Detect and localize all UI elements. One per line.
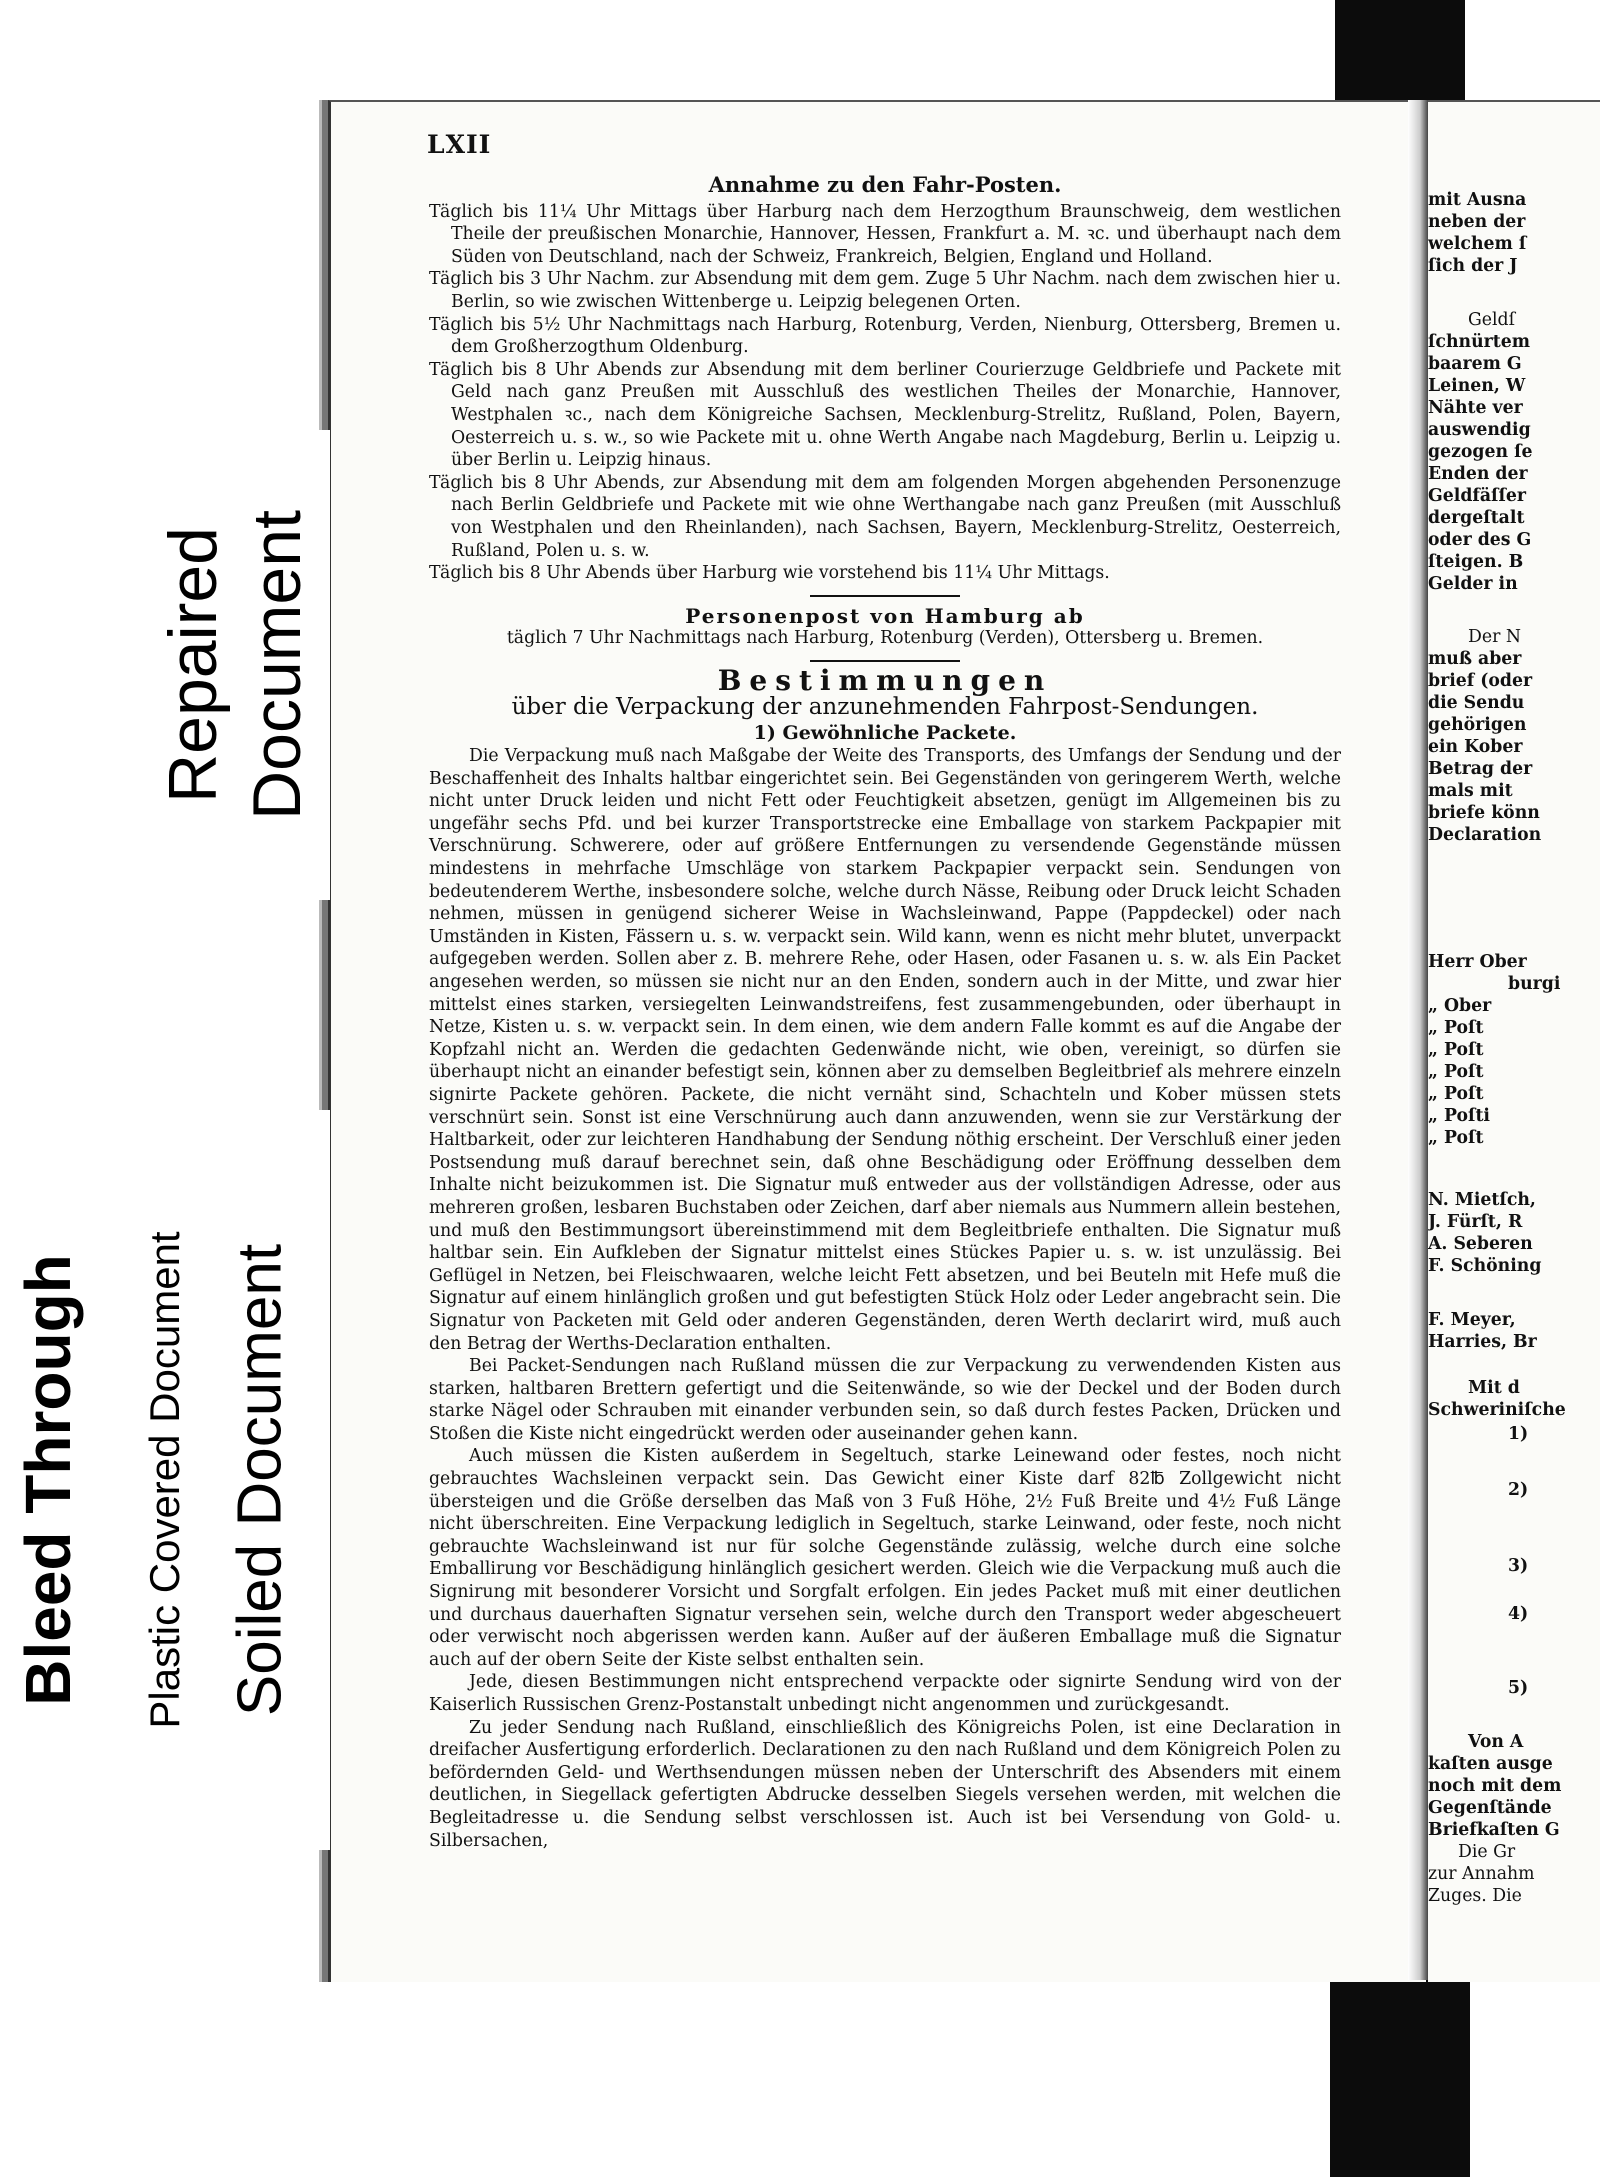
right-page-line: Nähte ver (1428, 398, 1523, 418)
personenpost-text: täglich 7 Uhr Nachmittags nach Harburg, Rotenburg (Verden), Ottersberg u. Bremen. (506, 628, 1264, 649)
right-page-line: neben der (1428, 212, 1526, 232)
book-gutter (1408, 100, 1428, 1980)
label-condition-group (0, 1110, 330, 1850)
right-page-line: 3) (1508, 1556, 1529, 1576)
right-page-line: Gegenſtände (1428, 1798, 1552, 1818)
right-page-line: ſich der J (1428, 256, 1518, 276)
fahrposten-list (429, 201, 1341, 585)
fahrposten-entry: Täglich bis 8 Uhr Abends, zur Absendung mit dem am folgenden Morgen abgehenden Personenzuge nach Berlin Geldbriefe und Packete mit wie ohne Werthangabe nach ganz Preußen (mit Ausschluß von Westphalen und den Rheinlanden), nach Sachsen, Bayern, Mecklenburg-Strelitz, Oesterreich, Rußland, Polen u. s. w. (429, 472, 1341, 561)
right-page-line: 1) (1508, 1424, 1529, 1444)
page-text-column (429, 174, 1341, 1852)
right-page-line: mals mit (1428, 781, 1513, 801)
right-page-line: gezogen ſe (1428, 442, 1533, 462)
right-page-line: Briefkaſten G (1428, 1820, 1560, 1840)
body-paragraph: Bei Packet-Sendungen nach Rußland müssen die zur Verpackung zu verwendenden Kisten aus starken, haltbaren Brettern gefertigt und die Seitenwände, so wie der Deckel und der Boden durch starke Nägel oder Schrauben mit einander verbunden sein, so daß durch festes Packen, Drücken und Stoßen die Kiste nicht eingedrückt werden oder auseinander gehen kann. (429, 1356, 1341, 1444)
section-heading: 1) Gewöhnliche Packete. (753, 722, 1017, 745)
right-page-line: Harries, Br (1428, 1332, 1537, 1352)
body-paragraph: Auch müssen die Kisten außerdem in Segeltuch, starke Leinewand oder festes, noch nicht gebrauchtes Wachsleinen verpackt sein. Das Gewicht einer Kiste darf 82℔ Zollgewicht nicht übersteigen und die Größe derselben das Maß von 3 Fuß Höhe, 2½ Fuß Breite und 4½ Fuß Länge nicht überschreiten. Eine Verpackung lediglich in Segeltuch, starke Leinwand, oder feste, noch nicht gebrauchte Wachsleinwand ist nur für solche Gegenstände zulässig, welche durch eine solche Emballirung vor Beschädigung hinlänglich gesichert werden. Gleich wie die Verpackung muß auch die Signirung mit besonderer Vorsicht und Sorgfalt erfolgen. Ein jedes Packet muß mit einer deutlichen und durchaus dauerhaften Signatur versehen sein, welche durch den Transport weder abgescheuert oder verwischt noch abgerissen werden kann. Außer auf der äußeren Emballage muß die Signatur auch auf der obern Seite der Kiste selbst enthalten sein. (429, 1446, 1341, 1670)
right-page-line: F. Schöning (1428, 1256, 1542, 1276)
page-number: LXII (427, 130, 492, 159)
right-page-line: J. Fürſt, R (1428, 1212, 1523, 1232)
scanner-edge-bottom (1330, 1980, 1470, 2177)
right-page-line: A. Seberen (1428, 1234, 1533, 1254)
right-page-line: 4) (1508, 1604, 1529, 1624)
right-page-line: „ Poſti (1428, 1106, 1490, 1126)
right-page-line: Gelder in (1428, 574, 1518, 594)
fahrposten-heading: Annahme zu den Fahr-Posten. (708, 172, 1062, 197)
label-repaired-text (151, 510, 319, 820)
right-page-line: briefe könn (1428, 803, 1540, 823)
right-page-line: muß aber (1428, 649, 1522, 669)
right-page-line: Schweriniſche (1428, 1400, 1566, 1420)
right-page-line: ſchnürtem (1428, 332, 1531, 352)
right-page-line: baarem G (1428, 354, 1522, 374)
body-paragraph: Jede, diesen Bestimmungen nicht entsprechend verpackte oder signirte Sendung wird von der Kaiserlich Russischen Grenz-Postanstalt unbedingt nicht angenommen und zurückgesandt. (429, 1672, 1341, 1715)
right-page-line: welchem ſ (1428, 234, 1527, 254)
bestimmungen-title: Bestimmungen (717, 663, 1053, 697)
right-page-line: 5) (1508, 1678, 1529, 1698)
right-page-line: Zuges. Die (1428, 1886, 1522, 1906)
label-soiled: Soiled Document (225, 1243, 295, 1717)
right-page-line: kaſten ausge (1428, 1754, 1553, 1774)
label-plastic-covered: Plastic Covered Document (141, 1231, 188, 1729)
personenpost-heading: Personenpost von Hamburg ab (685, 603, 1085, 628)
right-page-line: dergeſtalt (1428, 508, 1525, 528)
right-page-line: „ Ober (1428, 996, 1492, 1016)
body-paragraph: Die Verpackung muß nach Maßgabe der Weite des Transports, des Umfangs der Sendung und der Beschaffenheit des Inhalts haltbar eingerichtet sein. Bei Gegenständen von geringerem Werth, welche nicht unter Druck leiden und nicht Fett oder Feuchtigkeit absetzen, genügt im Allgemeinen bis zu ungefähr sechs Pfd. und bei kurzer Transportstrecke eine Emballage von starkem Packpapier mit Verschnürung. Schwerere, oder auf größere Entfernungen zu versendende Gegenstände müssen mindestens in mehrfache Umschläge von starkem Packpapier verpackt sein. Sendungen von bedeutenderem Werthe, insbesondere solche, welche durch Nässe, Reibung oder Druck leicht Schaden nehmen, müssen in genügend sicherer Weise in Wachsleinwand, Pappe (Pappdeckel) oder nach Umständen in Kisten, Fässern u. s. w. verpackt sein. Wild kann, wenn es nicht mehr blutet, unverpackt aufgegeben werden. Sollen aber z. B. mehrere Rehe, oder Hasen, oder Fasanen u. s. w. als Ein Packet angesehen werden, so müssen sie nicht nur an den Enden, sondern auch in der Mitte, und zwar hier mittelst eines starken, versiegelten Leinwandstreifens, fest zusammengebunden, oder überhaupt in Netze, Kisten u. s. w. verpackt sein. In dem einen, wie dem andern Falle kommt es auf die Angabe der Kopfzahl nicht an. Werden die gedachten Gedenwände nicht, wie oben, vereinigt, so dürfen sie überhaupt nicht an einander befestigt sein, können aber zu demselben Begleitbrief als mehrere einzeln signirte Packete gehören. Packete, die nicht vernäht sind, Schachteln und Kober müssen stets verschnürt sein. Sonst ist eine Verschnürung auch dann anzuwenden, wenn sie zur Verstärkung der Haltbarkeit, oder zur leichteren Handhabung der Sendung nöthig erscheint. Der Verschluß einer jeden Postsendung muß darauf berechnet sein, daß ohne Beschädigung oder Eröffnung desselben dem Inhalte nicht beizukommen ist. Die Signatur muß entweder aus der vollständigen Adresse, oder aus mehreren großen, lesbaren Buchstaben oder Zeichen, darf aber niemals aus Nummern allein bestehen, und muß den Bestimmungsort übereinstimmend mit dem Begleitbriefe enthalten. Die Signatur muß haltbar sein. Ein Aufkleben der Signatur mittelst eines Stückes Papier u. s. w. ist unzulässig. Bei Geflügel in Netzen, bei Fleischwaaren, welche leicht Fett absetzen, und bei Beuteln mit Hefe muß die Signatur auf einem hinlänglich großen und gut befestigten Stück Holz oder Leder angebracht sein. Die Signatur von Packeten mit Geld oder anderen Gegenständen, deren Werth declarirt wird, muß auch den Betrag der Werths-Declaration enthalten. (429, 746, 1341, 1354)
right-page-line: oder des G (1428, 530, 1532, 550)
label-bleed-through: Bleed Through (12, 1254, 84, 1706)
right-page-line: Von A (1468, 1732, 1524, 1752)
label-repaired-line2: Document (239, 510, 315, 820)
right-page-line: „ Poſt (1428, 1018, 1484, 1038)
bestimmungen-subtitle: über die Verpackung der anzunehmenden Fahrpost-Sendungen. (511, 694, 1259, 721)
right-page-line: Mit d (1468, 1378, 1520, 1398)
right-page-line: Geldſ (1468, 310, 1516, 330)
book-page-right (1428, 100, 1600, 1982)
scanner-edge-top (1335, 0, 1465, 105)
section-divider (810, 660, 960, 662)
right-page-line: gehörigen (1428, 715, 1527, 735)
right-page-line: F. Meyer, (1428, 1310, 1516, 1330)
fahrposten-entry: Täglich bis 11¼ Uhr Mittags über Harburg nach dem Herzogthum Braunschweig, dem westlichen Theile der preußischen Monarchie, Hannover, Hessen, Frankfurt a. M. ꝛc. und überhaupt nach dem Süden von Deutschland, nach der Schweiz, Frankreich, Belgien, England und Holland. (429, 201, 1341, 267)
right-page-line: Herr Ober (1428, 952, 1527, 972)
fahrposten-entry: Täglich bis 5½ Uhr Nachmittags nach Harburg, Rotenburg, Verden, Nienburg, Ottersberg, Bremen u. dem Großherzogthum Oldenburg. (429, 314, 1341, 358)
right-page-line: „ Poſt (1428, 1128, 1484, 1148)
right-page-line: Enden der (1428, 464, 1528, 484)
fahrposten-entry: Täglich bis 3 Uhr Nachm. zur Absendung mit dem gem. Zuge 5 Uhr Nachm. nach dem zwischen hier u. Berlin, so wie zwischen Wittenberge u. Leipzig belegenen Orten. (429, 269, 1341, 312)
right-page-line: ein Kober (1428, 737, 1523, 757)
right-page-line: zur Annahm (1428, 1864, 1535, 1884)
right-page-line: auswendig (1428, 420, 1531, 440)
right-page-line: mit Ausna (1428, 190, 1527, 210)
right-page-line: ſteigen. B (1428, 552, 1524, 572)
right-page-line: Betrag der (1428, 759, 1533, 779)
right-page-line: „ Poſt (1428, 1084, 1484, 1104)
right-page-line: N. Mietſch, (1428, 1190, 1536, 1210)
right-page-line: Leinen, W (1428, 376, 1526, 396)
right-page-line: burgi (1508, 974, 1561, 994)
section-divider (810, 595, 960, 597)
book-page-left (328, 100, 1426, 1982)
fahrposten-entry: Täglich bis 8 Uhr Abends über Harburg wie vorstehend bis 11¼ Uhr Mittags. (429, 563, 1110, 584)
right-page-line: Die Gr (1458, 1842, 1516, 1862)
right-page-line: noch mit dem (1428, 1776, 1562, 1796)
label-repaired-line1: Repaired (155, 527, 231, 803)
right-page-line: 2) (1508, 1480, 1529, 1500)
right-page-line: die Sendu (1428, 693, 1525, 713)
right-page-line: Declaration (1428, 825, 1542, 845)
right-page-line: Geldfäſſer (1428, 486, 1527, 506)
right-page-line: Der N (1468, 627, 1521, 647)
label-repaired-document (140, 430, 330, 900)
right-page-line: „ Poſt (1428, 1040, 1484, 1060)
right-page-line: brief (oder (1428, 671, 1533, 691)
fahrposten-entry: Täglich bis 8 Uhr Abends zur Absendung mit dem berliner Courierzuge Geldbriefe und Packete mit Geld nach ganz Preußen mit Ausschluß des westlichen Theiles der Monarchie, Hannover, Westphalen ꝛc., nach dem Königreiche Sachsen, Mecklenburg-Strelitz, Rußland, Polen, Bayern, Oesterreich u. s. w., so wie Packete mit u. ohne Werth Angabe nach Magdeburg, Berlin u. Leipzig u. über Berlin u. Leipzig hinaus. (429, 359, 1341, 471)
body-paragraph: Zu jeder Sendung nach Rußland, einschließlich des Königreichs Polen, ist eine Declaration in dreifacher Ausfertigung erforderlich. Declarationen zu den nach Rußland und dem Königreich Polen zu befördernden Geld- und Werthsendungen müssen neben der Unterschrift des Absenders mit einem deutlichen, in Siegellack gefertigten Abdrucke desselben Siegels versehen werden, mit welchen die Begleitadresse u. die Sendung selbst verschlossen ist. Auch ist bei Versendung von Gold- u. Silbersachen, (429, 1717, 1341, 1851)
right-page-line: „ Poſt (1428, 1062, 1484, 1082)
